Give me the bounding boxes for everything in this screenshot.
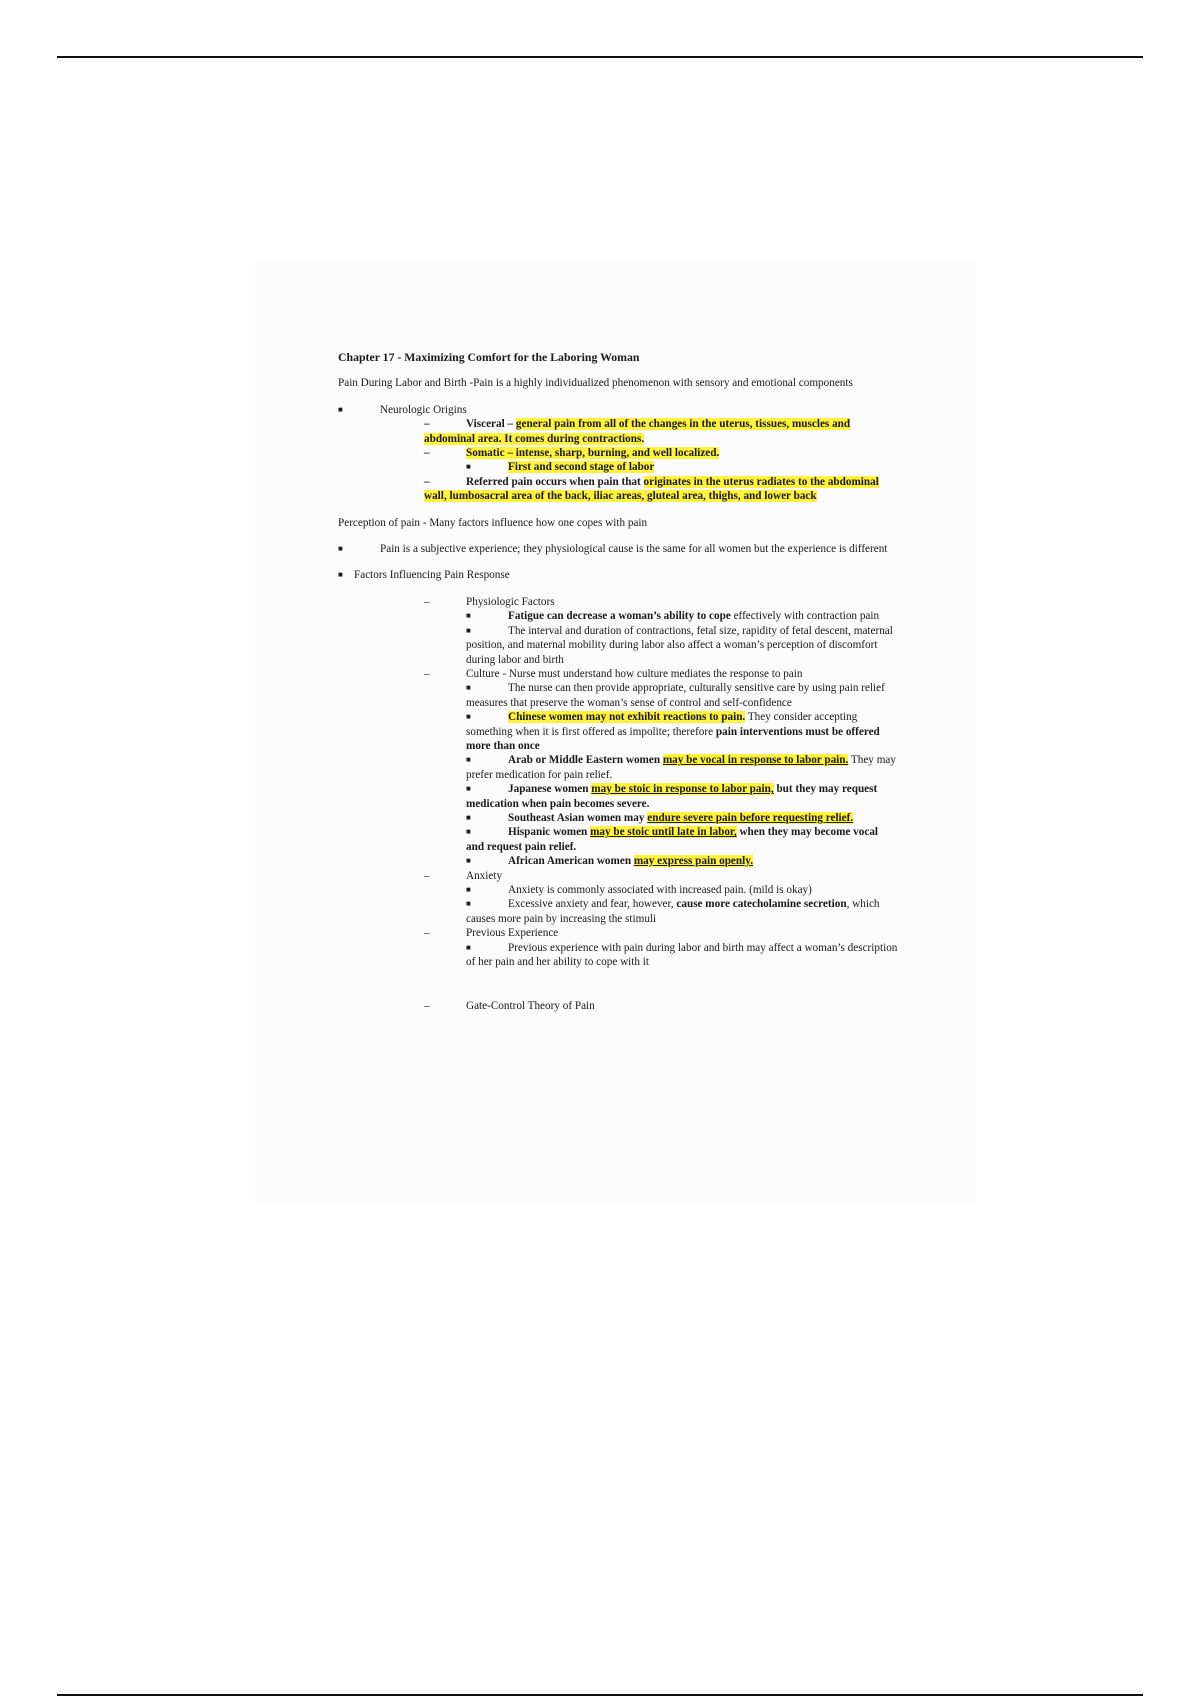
dash-bullet-icon: – (424, 1000, 430, 1013)
factors-heading (338, 568, 898, 582)
list-item (338, 854, 898, 868)
list-item (338, 568, 898, 582)
dash-bullet-icon: – (424, 927, 430, 940)
japanese-highlight: may be stoic in response to labor pain, (591, 783, 774, 796)
somatic-sub-text: First and second stage of labor (508, 461, 655, 474)
referred-text-b: originates in the uterus radiates to the abdominal wall, lumbosacral area of the back, iliac areas, gluteal area, thighs, and lower back (424, 475, 879, 503)
previous-label: Previous Experience (466, 927, 559, 940)
hispanic-bold: Hispanic women (508, 826, 591, 839)
intro-paragraph: Pain During Labor and Birth -Pain is a highly individualized phenomenon with sensory and emotional components (338, 377, 853, 390)
dash-bullet-icon: – (424, 447, 430, 460)
list-item (338, 667, 898, 681)
square-bullet-icon: ■ (466, 683, 471, 693)
anxiety-label: Anxiety (466, 869, 503, 882)
square-bullet-icon: ■ (338, 570, 343, 580)
somatic-text: Somatic – intense, sharp, burning, and well localized. (466, 447, 720, 460)
list-item (338, 782, 898, 811)
factors-label: Factors Influencing Pain Response (354, 569, 510, 582)
subjective-paragraph (338, 542, 898, 556)
physio-label: Physiologic Factors (466, 595, 555, 608)
gate-control-label: Gate-Control Theory of Pain (466, 1000, 595, 1013)
culture-label: Culture - Nurse must understand how culture mediates the response to pain (466, 667, 803, 680)
list-item (338, 941, 898, 970)
square-bullet-icon: ■ (466, 812, 471, 822)
japanese-bold: Japanese women (508, 783, 592, 796)
list-item (338, 710, 898, 753)
square-bullet-icon: ■ (466, 611, 471, 621)
footer-rule (57, 1694, 1143, 1696)
square-bullet-icon: ■ (466, 755, 471, 765)
square-bullet-icon: ■ (338, 404, 343, 414)
square-bullet-icon: ■ (466, 462, 471, 472)
sea-highlight: endure severe pain before requesting relief. (647, 811, 854, 824)
arab-highlight: may be vocal in response to labor pain. (662, 754, 849, 767)
hispanic-highlight: may be stoic until late in labor, (590, 826, 737, 839)
fatigue-bold: Fatigue can decrease a woman’s ability to cope (508, 610, 731, 623)
dash-bullet-icon: – (424, 595, 430, 608)
excess-text-tail: , which causes more pain by increasing the stimuli (466, 898, 880, 925)
previous-text: Previous experience with pain during labor and birth may affect a woman’s description of her pain and her ability to cope with it (466, 941, 898, 969)
chinese-text: They consider accepting something when it is first offered as impolite; therefore (466, 711, 858, 738)
visceral-text: general pain from all of the changes in the uterus, tissues, muscles and abdominal area. It comes during contractions. (424, 418, 851, 445)
referred-text-a: Referred pain occurs when pain that (466, 475, 644, 488)
square-bullet-icon: ■ (466, 625, 471, 635)
header-rule (57, 56, 1143, 58)
list-item (338, 825, 898, 854)
neurologic-section (338, 403, 898, 504)
list-item (338, 681, 898, 710)
list-item (338, 609, 898, 623)
list-item (338, 417, 898, 446)
interval-text: The interval and duration of contractions, fetal size, rapidity of fetal descent, maternal position, and maternal mobility during labor also affect a woman’s perception of discomfort during labor and birth (466, 624, 893, 666)
list-item (338, 460, 898, 474)
document-content (338, 350, 898, 1026)
fatigue-text: effectively with contraction pain (730, 610, 880, 623)
list-item (338, 926, 898, 940)
square-bullet-icon: ■ (466, 899, 471, 909)
list-item (338, 897, 898, 926)
square-bullet-icon: ■ (466, 942, 471, 952)
sea-bold: Southeast Asian women may (508, 811, 648, 824)
square-bullet-icon: ■ (466, 827, 471, 837)
square-bullet-icon: ■ (338, 544, 343, 554)
african-bold: African American women (508, 855, 634, 868)
list-item (338, 595, 898, 609)
dash-bullet-icon: – (424, 667, 430, 680)
square-bullet-icon: ■ (466, 784, 471, 794)
chinese-highlight: Chinese women may not exhibit reactions to pain. (508, 711, 746, 724)
chinese-bold: pain interventions must be offered more than once (466, 725, 880, 752)
list-item (338, 869, 898, 883)
spacer (338, 969, 898, 999)
dash-bullet-icon: – (424, 475, 430, 488)
list-item (338, 475, 898, 504)
culture-nurse-text: The nurse can then provide appropriate, culturally sensitive care by using pain relief measures that preserve the woman’s sense of control and self-confidence (466, 682, 885, 709)
excess-bold: cause more catecholamine secretion (676, 898, 847, 911)
visceral-term: Visceral – (466, 418, 514, 431)
list-item (338, 753, 898, 782)
dash-bullet-icon: – (424, 869, 430, 882)
arab-bold: Arab or Middle Eastern women (508, 754, 663, 767)
dash-bullet-icon: – (424, 418, 430, 431)
perception-paragraph: Perception of pain - Many factors influence how one copes with pain (338, 516, 648, 529)
african-highlight: may express pain openly. (633, 855, 753, 868)
square-bullet-icon: ■ (466, 856, 471, 866)
list-item (338, 446, 898, 460)
list-item (338, 999, 898, 1013)
neurologic-label: Neurologic Origins (380, 403, 467, 416)
list-item (338, 403, 898, 417)
square-bullet-icon: ■ (466, 885, 471, 894)
square-bullet-icon: ■ (466, 712, 471, 722)
subjective-text: Pain is a subjective experience; they physiological cause is the same for all women but the experience is different (380, 543, 888, 556)
factors-section (338, 595, 898, 1014)
anxiety-common-text: Anxiety is commonly associated with increased pain. (mild is okay) (508, 884, 812, 896)
excess-text: Excessive anxiety and fear, however, (508, 898, 677, 911)
hispanic-bold-tail: when they may become vocal and request pain relief. (466, 826, 879, 853)
list-item (338, 624, 898, 667)
page-title: Chapter 17 - Maximizing Comfort for the Laboring Woman (338, 350, 640, 364)
list-item (338, 883, 898, 897)
japanese-bold-tail: but they may request medication when pain becomes severe. (466, 783, 878, 810)
list-item (338, 811, 898, 825)
arab-text: They may prefer medication for pain relief. (466, 754, 896, 781)
